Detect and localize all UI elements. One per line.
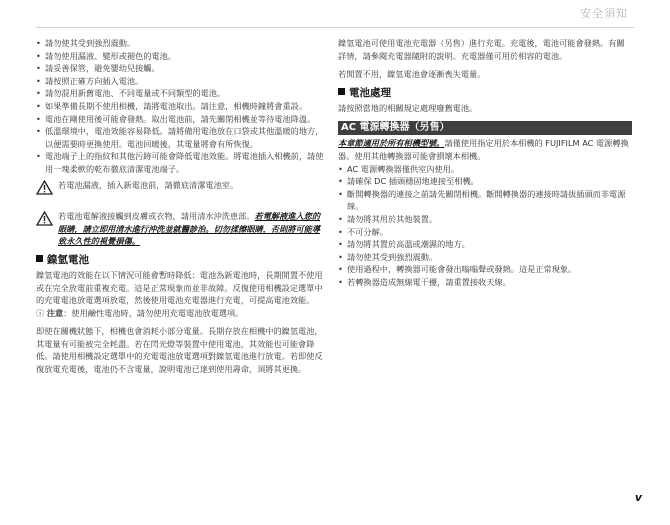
left-column [36,37,327,376]
bullet-item: • AC 電源轉換器僅供室內使用。 [338,163,460,174]
right-column [338,37,632,289]
bullet-item: • 請勿使其受到強烈震動。 [36,38,136,48]
bullet-item: • 請勿混用新舊電池、不同電量或不同類型的電池。 [36,88,226,99]
bullet-item: • 若轉換器造成無線電干擾，請重置接收天線。 [338,276,511,287]
bullet-item: • 請妥善保管，避免嬰幼兒接觸。 [36,63,160,74]
note-icon: ⓘ [36,307,45,318]
nimh-paragraph-1: 鎳氫電池的效能在以下情況可能會暫時降低：電池為新電池時，長期閒置不使用或在完全放電前重複充電。這是正常現象而並非故障。反復使用相機設定選單中的充電電池放電選項放電，然後使用電池充電器進行充電，可提高電池效能。 [36,269,323,306]
warning-triangle-icon [36,210,58,248]
nimh-paragraph-2: 即使在關機狀態下，相機也會消耗小部分電量。長期存放在相機中的鎳氫電池，其電量有可能被完全耗盡。若在閃光燈等裝置中使用電池，其效能也可能會降低。請使用相機設定選單中的充電電池放電選項對鎳氫電池進行放電。若即使反復放電充電後，電池仍不含電量，說明電池已達到使用壽命，須將其更換。 [36,326,323,375]
disposal-text: 請按照當地的相關規定處理廢舊電池。 [338,102,478,113]
warning-leak-text: 若電池漏液，插入新電池前，請徹底清潔電池室。 [58,179,239,190]
header-rule [36,27,634,28]
bullet-item: • 請勿將其用於其他裝置。 [338,213,438,224]
bullet-item: • 低溫環境中，電池效能容易降低。請將備用電池放在口袋或其他溫暖的地方，以便需要時更換使用。電池回暖後，其電量將會有所恢復。 [36,126,324,149]
charger-paragraph: 鎳氫電池可使用電池充電器（另售）進行充電。充電後，電池可能會發熱。有關詳情，請參閱充電器隨附的說明。充電器僅可用於相容的電池。 [338,38,625,61]
bullet-item: • 請勿使其受到強烈震動。 [338,251,438,262]
bullet-item: • 斷開轉換器的連接之前請先關閉相機。斷開轉換器的連接時請拔插頭而非電源線。 [338,188,626,212]
ac-intro: 本章節適用於所有相機型號。請僅使用指定用於本相機的 FUJIFILM AC 電源轉換器。使用其他轉換器可能會損壞本相機。 [338,138,629,161]
bullet-item: • 電池端子上的指紋和其他污跡可能會降低電池效能。將電池插入相機前，請使用一塊柔軟的乾布徹底清潔電池端子。 [36,151,324,174]
page-header-title: 安全須知 [580,7,628,20]
discharge-paragraph: 若閒置不用，鎳氫電池會逐漸喪失電量。 [338,69,486,80]
bullet-item: • 請勿使用漏液、變形或褪色的電池。 [36,50,177,61]
warning-electrolyte-text: 若電池電解液接觸到皮膚或衣物，請用清水沖洗患部。若電解液進入您的眼睛，請立即用清水進行沖洗並就醫診治。切勿揉擦眼睛，否則將可能導致永久性的視覺損傷。 [58,211,321,247]
bullet-item: • 使用過程中，轉換器可能會發出嗡嗡聲或發熱。這是正常現象。 [338,264,577,275]
bullet-item: • 不可分解。 [338,226,388,237]
bullet-item: • 電池在剛使用後可能會發熱。取出電池前，請先關閉相機並等待電池降溫。 [36,113,316,124]
warning-electrolyte [36,210,327,248]
ac-adapter-banner: AC 電源轉換器（另售） [338,121,632,135]
section-heading-disposal: 電池處理 [338,86,632,100]
bullet-item: • 請確保 DC 插頭穩固地連接至相機。 [338,176,479,187]
bullet-item: • 請按照正確方向插入電池。 [36,75,144,86]
warning-triangle-icon [36,179,58,199]
nimh-note: ⓘ 注意：使用鹼性電池時，請勿使用充電電池放電選項。 [36,307,244,318]
page-number: v [634,491,642,505]
section-heading-nimh: 鎳氫電池 [36,253,327,267]
warning-leak [36,179,327,199]
bullet-item: • 請勿將其置於高溫或潮濕的地方。 [338,239,470,250]
bullet-item: • 如果準備長期不使用相機，請將電池取出。請注意，相機時鐘將會重設。 [36,100,308,111]
